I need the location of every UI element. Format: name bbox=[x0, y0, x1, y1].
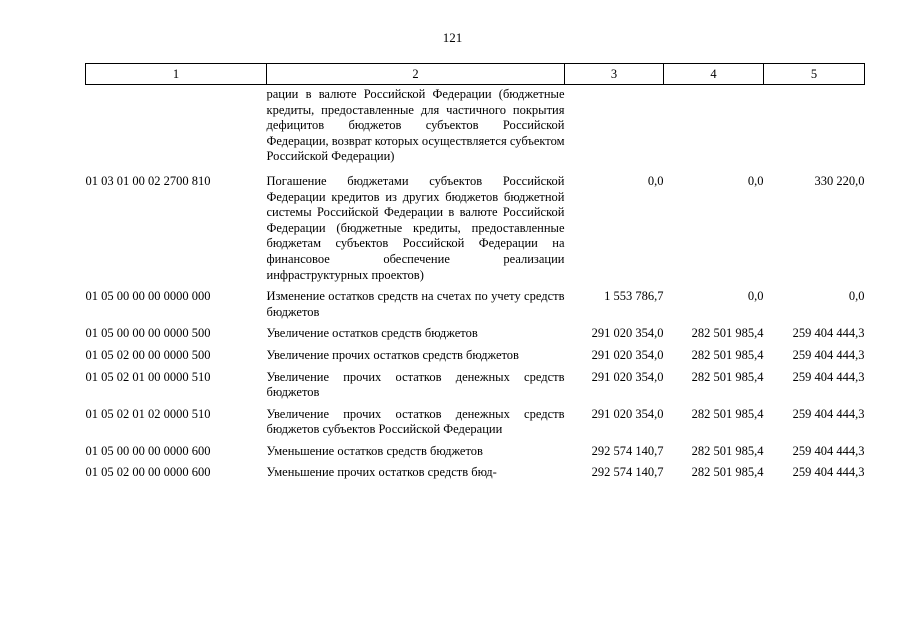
row-value-col5: 259 404 444,3 bbox=[792, 369, 865, 384]
row-code: 01 05 02 00 00 0000 600 bbox=[85, 465, 211, 480]
row-name: Увеличение прочих остатков денежных средств бюджетов субъектов Российской Федерации bbox=[266, 406, 565, 437]
row-code: 01 05 00 00 00 0000 500 bbox=[85, 326, 211, 341]
row-value-col5: 0,0 bbox=[848, 289, 865, 304]
continuation-text: рации в валюте Российской Федерации (бюджетные кредиты, предоставленные для частичного покрытия дефицитов бюджетов субъектов Российской Федерации, возврат которых осуществляется субъектом Российской Федерации) bbox=[266, 87, 565, 164]
table-row bbox=[86, 462, 865, 484]
row-value-col3: 291 020 354,0 bbox=[591, 347, 664, 362]
row-code: 01 05 00 00 00 0000 000 bbox=[85, 289, 211, 304]
row-value-col5: 259 404 444,3 bbox=[792, 326, 865, 341]
continuation-row bbox=[86, 85, 865, 171]
header-col-1: 1 bbox=[86, 64, 267, 85]
row-value-col3: 292 574 140,7 bbox=[591, 443, 664, 458]
row-code bbox=[86, 85, 267, 171]
table-row bbox=[86, 404, 865, 441]
row-value-col4: 282 501 985,4 bbox=[691, 406, 764, 421]
row-value-col5: 330 220,0 bbox=[814, 173, 865, 188]
row-value-col4: 282 501 985,4 bbox=[691, 326, 764, 341]
table-row bbox=[86, 441, 865, 463]
row-value-col4: 0,0 bbox=[747, 289, 764, 304]
row-value-col3: 1 553 786,7 bbox=[604, 289, 664, 304]
table-row bbox=[86, 345, 865, 367]
row-value-col3: 291 020 354,0 bbox=[591, 406, 664, 421]
header-col-3: 3 bbox=[565, 64, 664, 85]
row-name: Увеличение прочих остатков средств бюджетов bbox=[266, 347, 519, 362]
row-value-col5: 259 404 444,3 bbox=[792, 406, 865, 421]
table-row bbox=[86, 323, 865, 345]
row-code: 01 05 00 00 00 0000 600 bbox=[85, 443, 211, 458]
row-value-col4: 282 501 985,4 bbox=[691, 465, 764, 480]
row-value-col5: 259 404 444,3 bbox=[792, 465, 865, 480]
row-value-col3: 0,0 bbox=[647, 173, 664, 188]
row-name: Увеличение остатков средств бюджетов bbox=[266, 326, 478, 341]
row-code: 01 05 02 01 00 0000 510 bbox=[85, 369, 211, 384]
header-col-2: 2 bbox=[267, 64, 565, 85]
budget-sources-table bbox=[85, 63, 865, 484]
row-code: 01 03 01 00 02 2700 810 bbox=[85, 173, 211, 188]
table-row bbox=[86, 286, 865, 323]
table-row bbox=[86, 367, 865, 404]
row-name: Изменение остатков средств на счетах по учету средств бюджетов bbox=[266, 289, 565, 319]
row-value-col5: 259 404 444,3 bbox=[792, 347, 865, 362]
row-name: Погашение бюджетами субъектов Российской Федерации кредитов из других бюджетов бюджетной системы Российской Федерации в валюте Российской Федерации (бюджетные кредиты, предоставленные бюджетам субъектов Российской Федерации на финансовое обеспечение реализации инфраструктурных проектов) bbox=[266, 173, 565, 282]
row-name: Увеличение прочих остатков денежных средств бюджетов bbox=[266, 369, 565, 400]
row-name: Уменьшение прочих остатков средств бюд- bbox=[266, 465, 497, 480]
row-value-col4: 282 501 985,4 bbox=[691, 443, 764, 458]
row-value-col5: 259 404 444,3 bbox=[792, 443, 865, 458]
row-value-col4: 282 501 985,4 bbox=[691, 347, 764, 362]
row-value-col4: 282 501 985,4 bbox=[691, 369, 764, 384]
page-number: 121 bbox=[442, 30, 463, 45]
row-value-col3: 291 020 354,0 bbox=[591, 326, 664, 341]
header-col-4: 4 bbox=[664, 64, 764, 85]
row-value-col3: 291 020 354,0 bbox=[591, 369, 664, 384]
table-header-row bbox=[86, 64, 865, 85]
row-value-col4: 0,0 bbox=[747, 173, 764, 188]
row-value-col3: 292 574 140,7 bbox=[591, 465, 664, 480]
row-code: 01 05 02 00 00 0000 500 bbox=[85, 347, 211, 362]
table-row bbox=[86, 171, 865, 286]
header-col-5: 5 bbox=[764, 64, 865, 85]
row-name: Уменьшение остатков средств бюджетов bbox=[266, 443, 483, 458]
row-code: 01 05 02 01 02 0000 510 bbox=[85, 406, 211, 421]
